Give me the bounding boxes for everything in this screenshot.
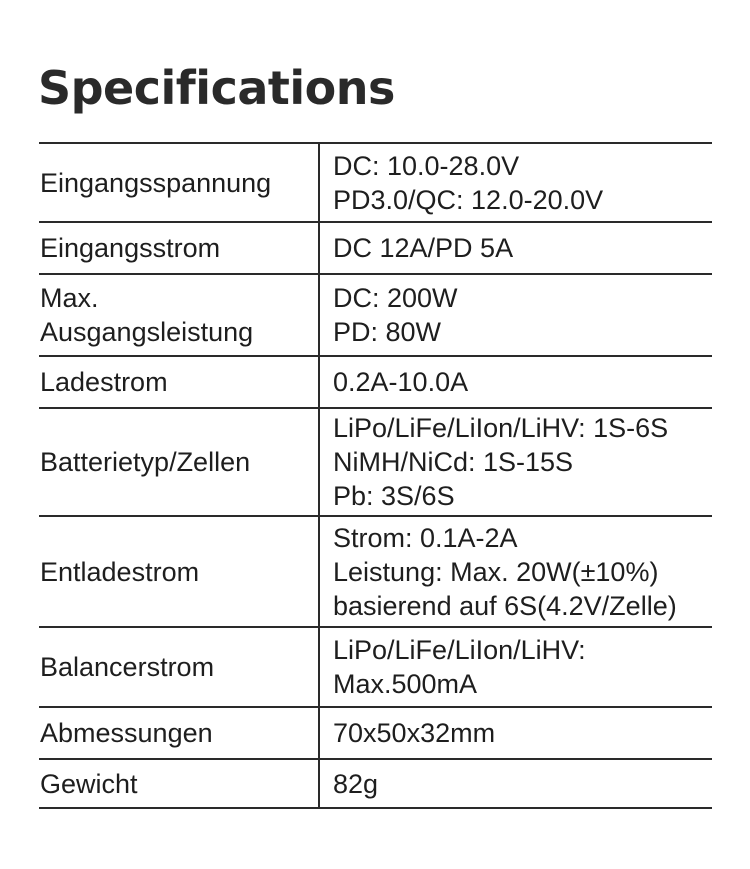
spec-label: [39, 408, 319, 516]
spec-label-line: Ausgangsleistung: [40, 317, 254, 347]
spec-label-line: Balancerstrom: [40, 652, 215, 682]
spec-value: [319, 143, 712, 222]
spec-value: [319, 759, 712, 808]
page-title: Specifications: [38, 61, 395, 115]
spec-value: [319, 516, 712, 627]
spec-value: [319, 356, 712, 408]
spec-value-line: Leistung: Max. 20W(±10%): [333, 556, 659, 587]
spec-row-abmessungen: [39, 707, 712, 759]
spec-value-line: PD: 80W: [333, 317, 442, 347]
spec-label-line: Batterietyp/Zellen: [40, 447, 251, 477]
spec-value-line: LiPo/LiFe/LiIon/LiHV:: [333, 635, 586, 665]
spec-row-entladestrom: [39, 516, 712, 627]
specifications-table-body: [39, 143, 712, 808]
spec-value: [319, 274, 712, 356]
spec-label-line: Eingangsspannung: [40, 167, 272, 198]
spec-label-line: Max.: [40, 283, 99, 313]
spec-value-line: DC: 10.0-28.0V: [333, 150, 520, 181]
spec-value-line: LiPo/LiFe/LiIon/LiHV: 1S-6S: [333, 413, 669, 443]
spec-row-balancerstrom: [39, 627, 712, 707]
specifications-table: [39, 142, 712, 809]
spec-value: [319, 627, 712, 707]
spec-label: [39, 356, 319, 408]
spec-value-line: NiMH/NiCd: 1S-15S: [333, 447, 574, 477]
spec-value: [319, 408, 712, 516]
spec-value-line: Max.500mA: [333, 669, 478, 699]
spec-value-line: PD3.0/QC: 12.0-20.0V: [333, 184, 604, 215]
spec-value-line: Strom: 0.1A-2A: [333, 522, 518, 553]
spec-row-eingangsstrom: [39, 222, 712, 274]
spec-row-gewicht: [39, 759, 712, 808]
spec-row-batterietyp-zellen: [39, 408, 712, 516]
spec-value: [319, 222, 712, 274]
spec-label: [39, 707, 319, 759]
spec-row-max-ausgangsleistung: [39, 274, 712, 356]
spec-value-line: DC: 200W: [333, 283, 458, 313]
spec-label: [39, 143, 319, 222]
spec-value-line: 82g: [333, 768, 379, 799]
spec-label: [39, 516, 319, 627]
spec-label: [39, 627, 319, 707]
spec-value-line: 0.2A-10.0A: [333, 367, 469, 397]
spec-label-line: Ladestrom: [40, 367, 168, 397]
spec-label-line: Gewicht: [40, 768, 138, 799]
spec-label-line: Entladestrom: [40, 556, 200, 587]
spec-label: [39, 759, 319, 808]
spec-row-eingangsspannung: [39, 143, 712, 222]
spec-value-line: basierend auf 6S(4.2V/Zelle): [333, 590, 677, 621]
spec-label-line: Eingangsstrom: [40, 233, 221, 263]
spec-label-line: Abmessungen: [40, 718, 213, 748]
spec-value-line: Pb: 3S/6S: [333, 481, 455, 511]
spec-value-line: DC 12A/PD 5A: [333, 233, 514, 263]
spec-row-ladestrom: [39, 356, 712, 408]
spec-label: [39, 222, 319, 274]
spec-value: [319, 707, 712, 759]
spec-label: [39, 274, 319, 356]
spec-value-line: 70x50x32mm: [333, 718, 496, 748]
